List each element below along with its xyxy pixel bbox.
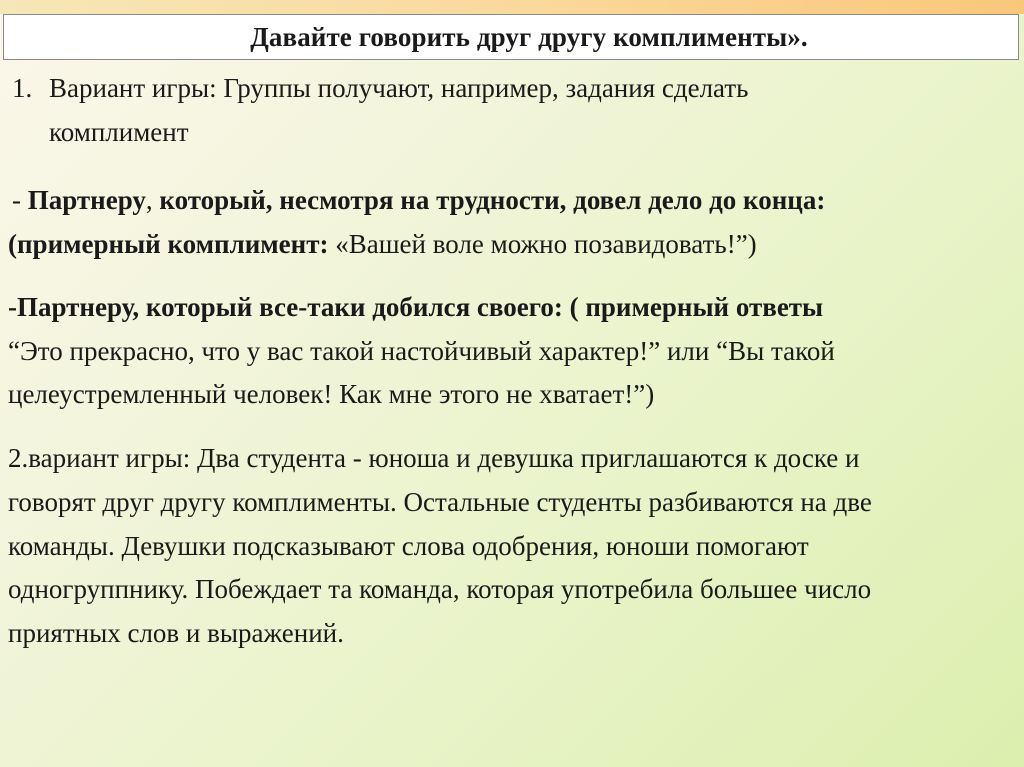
- para3-line2: “Это прекрасно, что у вас такой настойчивый характер!” или “Вы такой: [8, 336, 835, 366]
- para4-line4: одногруппнику. Побеждает та команда, которая употребила большее число: [8, 574, 872, 604]
- para4-line3: команды. Девушки подсказывают слова одобрения, юноши помогают: [8, 531, 809, 561]
- para2-quote: «Вашей воле можно позавидовать!”): [328, 229, 757, 259]
- item1-line2: комплимент: [49, 117, 189, 147]
- item1-text-line1: Вариант игры: Группы получают, например, задания сделать: [49, 73, 749, 103]
- para2-line1: [12, 180, 825, 220]
- para2-comma: ,: [145, 185, 160, 215]
- para2-bold-example: (примерный комплимент:: [8, 229, 329, 259]
- top-accent-bar: [0, 0, 1024, 14]
- para3-line3: целеустремленный человек! Как мне этого не хватает!”): [8, 379, 655, 409]
- slide-body: [0, 60, 1024, 760]
- para4-line2: говорят друг другу комплименты. Остальные студенты разбиваются на две: [8, 487, 872, 517]
- para4-line1: 2.вариант игры: Два студента - юноша и девушка приглашаются к доске и: [8, 443, 860, 473]
- para2-bold-text: который, несмотря на трудности, довел дело до конца:: [159, 185, 826, 215]
- title-box: [3, 14, 1019, 60]
- item1-line1: [12, 68, 748, 108]
- para4-line5: приятных слов и выражений.: [8, 618, 344, 648]
- item1-number: 1.: [12, 73, 33, 103]
- para2-line2: [8, 224, 757, 264]
- para3-line1: -Партнеру, который все-таки добился своего: ( примерный ответы: [8, 292, 824, 322]
- slide-title: Давайте говорить друг другу комплименты».: [250, 21, 808, 52]
- para2-bold-partner: Партнеру: [27, 185, 146, 215]
- para2-prefix: -: [12, 185, 28, 215]
